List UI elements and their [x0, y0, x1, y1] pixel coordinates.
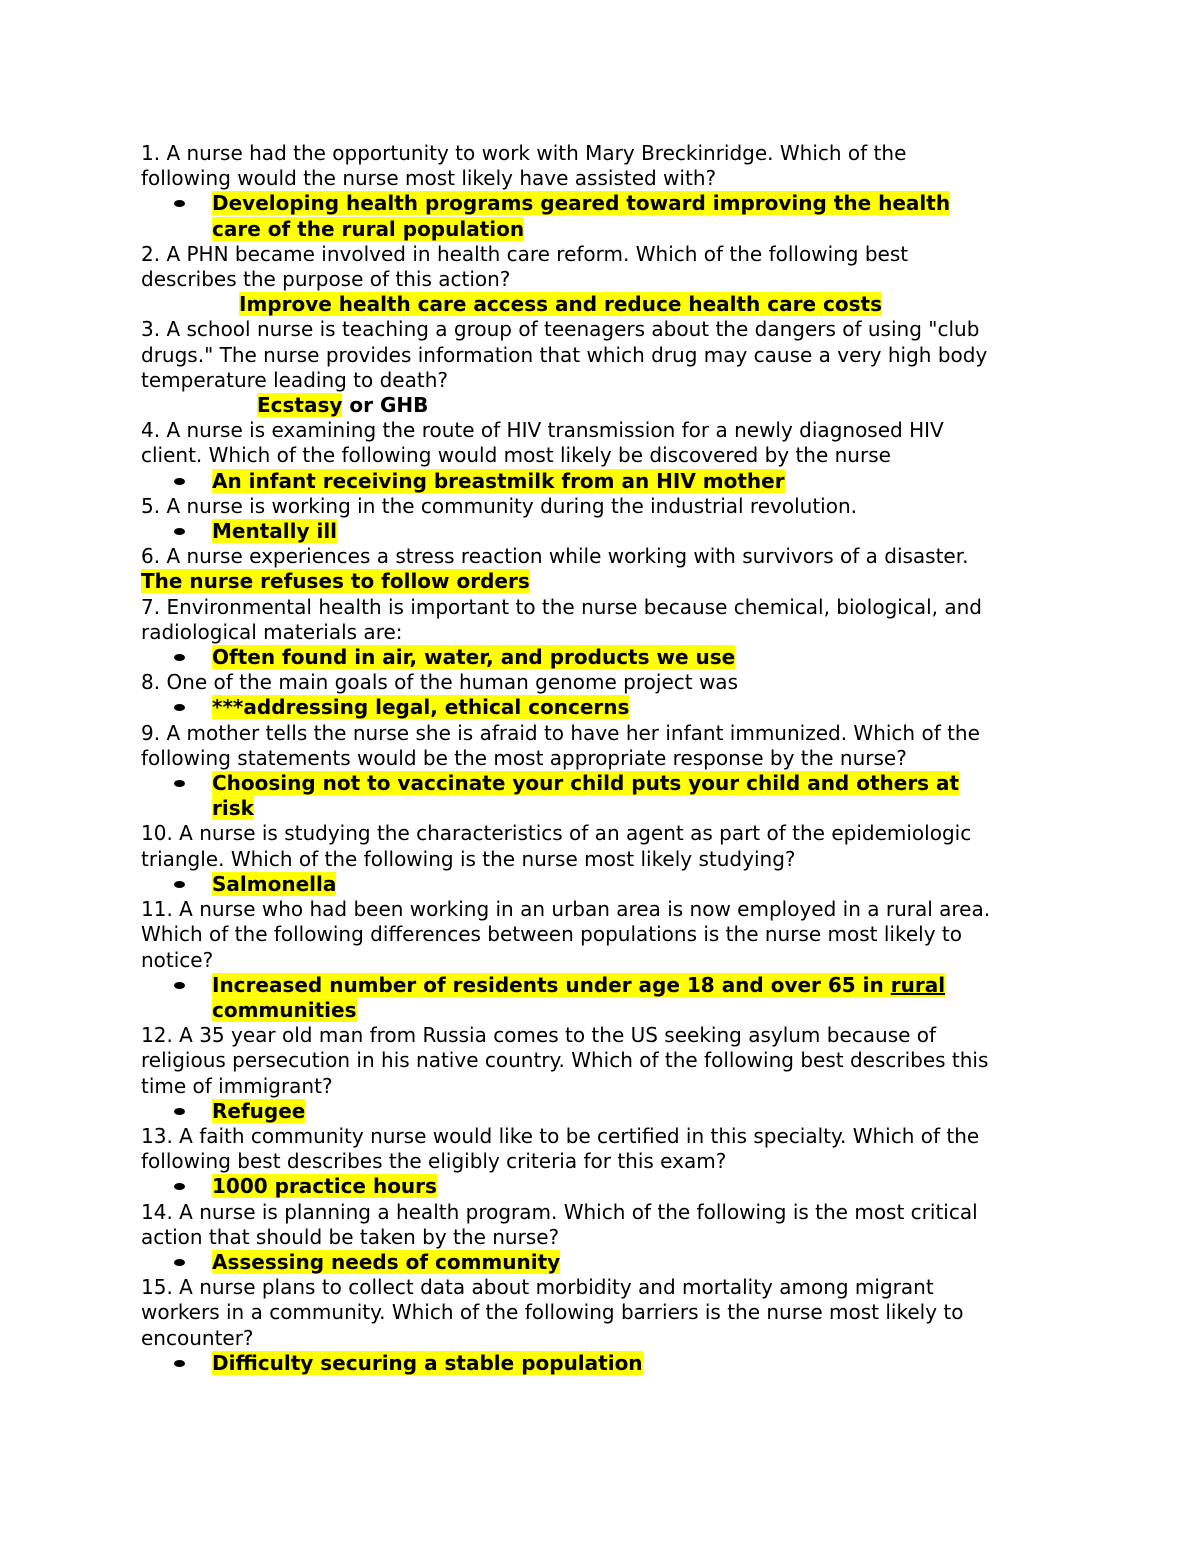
- answer-line: [141, 1351, 1071, 1376]
- bullet-icon: [174, 1360, 185, 1367]
- question-line: following best describes the eligibly criteria for this exam?: [141, 1149, 727, 1174]
- answer-text: Ecstasy: [257, 393, 343, 418]
- answer-line: [141, 998, 1071, 1023]
- answer-text: Mentally ill: [212, 519, 338, 544]
- answer-line: [141, 695, 1071, 720]
- answer-text: risk: [212, 796, 254, 821]
- answer-text: communities: [212, 997, 357, 1022]
- question-line: 13. A faith community nurse would like to be certified in this specialty. Which of the: [141, 1123, 980, 1148]
- question-line: radiological materials are:: [141, 619, 403, 644]
- question-line: 7. Environmental health is important to the nurse because chemical, biological, and: [141, 594, 982, 619]
- question-line: encounter?: [141, 1325, 254, 1350]
- bullet-icon: [174, 1108, 185, 1115]
- answer-line: [141, 1174, 1071, 1199]
- question-line: following statements would be the most appropriate response by the nurse?: [141, 745, 907, 770]
- answer-line: [141, 872, 1071, 897]
- answer-text: Developing health programs geared toward improving the health: [212, 191, 951, 216]
- question-line: 5. A nurse is working in the community during the industrial revolution.: [141, 493, 857, 518]
- bullet-icon: [174, 528, 185, 535]
- bullet-icon: [174, 1183, 185, 1190]
- question-line: 4. A nurse is examining the route of HIV transmission for a newly diagnosed HIV: [141, 418, 944, 443]
- question-line: 8. One of the main goals of the human genome project was: [141, 670, 738, 695]
- question-line: client. Which of the following would most likely be discovered by the nurse: [141, 443, 891, 468]
- answer-line: [141, 771, 1071, 796]
- answer-text: care of the rural population: [212, 216, 525, 241]
- bullet-icon: [174, 881, 185, 888]
- answer-text: ***addressing legal, ethical concerns: [212, 695, 630, 720]
- document-page: [141, 141, 1071, 1376]
- question-line: 15. A nurse plans to collect data about morbidity and mortality among migrant: [141, 1275, 934, 1300]
- answer-text: Increased number of residents under age 18 and over 65 in: [212, 972, 891, 997]
- answer-text: Refugee: [212, 1098, 306, 1123]
- question-line: action that should be taken by the nurse?: [141, 1224, 560, 1249]
- answer-text: Assessing needs of community: [212, 1249, 561, 1274]
- bullet-icon: [174, 704, 185, 711]
- answer-line: [141, 393, 1071, 418]
- question-line: 9. A mother tells the nurse she is afraid to have her infant immunized. Which of the: [141, 720, 980, 745]
- answer-line: [141, 1099, 1071, 1124]
- answer-line: [141, 519, 1071, 544]
- answer-line: [141, 796, 1071, 821]
- question-line: 14. A nurse is planning a health program. Which of the following is the most critical: [141, 1199, 978, 1224]
- answer-line: [141, 973, 1071, 998]
- bullet-icon: [174, 654, 185, 661]
- bullet-icon: [174, 982, 185, 989]
- question-line: 3. A school nurse is teaching a group of teenagers about the dangers of using "club: [141, 317, 980, 342]
- answer-text: Improve health care access and reduce health care costs: [239, 292, 882, 317]
- answer-text-alt: or GHB: [342, 393, 429, 418]
- question-line: temperature leading to death?: [141, 367, 448, 392]
- answer-line: [141, 217, 1071, 242]
- answer-line: [141, 292, 1071, 317]
- question-line: 10. A nurse is studying the characteristics of an agent as part of the epidemiologic: [141, 821, 972, 846]
- answer-text: An infant receiving breastmilk from an HIV mother: [212, 468, 785, 493]
- answer-text-underlined: rural: [890, 972, 946, 997]
- answer-text: Difficulty securing a stable population: [212, 1350, 643, 1375]
- answer-line: [141, 1250, 1071, 1275]
- answer-line: [141, 191, 1071, 216]
- answer-text: Salmonella: [212, 871, 337, 896]
- answer-text: The nurse refuses to follow orders: [141, 569, 530, 594]
- bullet-icon: [174, 1259, 185, 1266]
- bullet-icon: [174, 200, 185, 207]
- question-line: triangle. Which of the following is the nurse most likely studying?: [141, 846, 796, 871]
- question-line: notice?: [141, 947, 214, 972]
- answer-line: [141, 645, 1071, 670]
- question-line: 12. A 35 year old man from Russia comes to the US seeking asylum because of: [141, 1023, 937, 1048]
- answer-text: Choosing not to vaccinate your child puts your child and others at: [212, 771, 960, 796]
- bullet-icon: [174, 478, 185, 485]
- question-line: 2. A PHN became involved in health care reform. Which of the following best: [141, 241, 909, 266]
- question-line: Which of the following differences between populations is the nurse most likely to: [141, 922, 962, 947]
- question-line: workers in a community. Which of the following barriers is the nurse most likely to: [141, 1300, 964, 1325]
- answer-text: 1000 practice hours: [212, 1174, 437, 1199]
- question-line: 1. A nurse had the opportunity to work with Mary Breckinridge. Which of the: [141, 141, 907, 165]
- question-line: 6. A nurse experiences a stress reaction while working with survivors of a disaster.: [141, 544, 969, 569]
- question-line: following would the nurse most likely have assisted with?: [141, 166, 717, 191]
- question-line: describes the purpose of this action?: [141, 267, 511, 292]
- question-line: time of immigrant?: [141, 1073, 333, 1098]
- answer-text: Often found in air, water, and products we use: [212, 645, 736, 670]
- question-line: drugs." The nurse provides information that which drug may cause a very high body: [141, 342, 988, 367]
- question-line: religious persecution in his native country. Which of the following best describes this: [141, 1048, 989, 1073]
- bullet-icon: [174, 780, 185, 787]
- answer-line: [141, 569, 1071, 594]
- answer-line: [141, 469, 1071, 494]
- question-line: 11. A nurse who had been working in an urban area is now employed in a rural area.: [141, 897, 991, 922]
